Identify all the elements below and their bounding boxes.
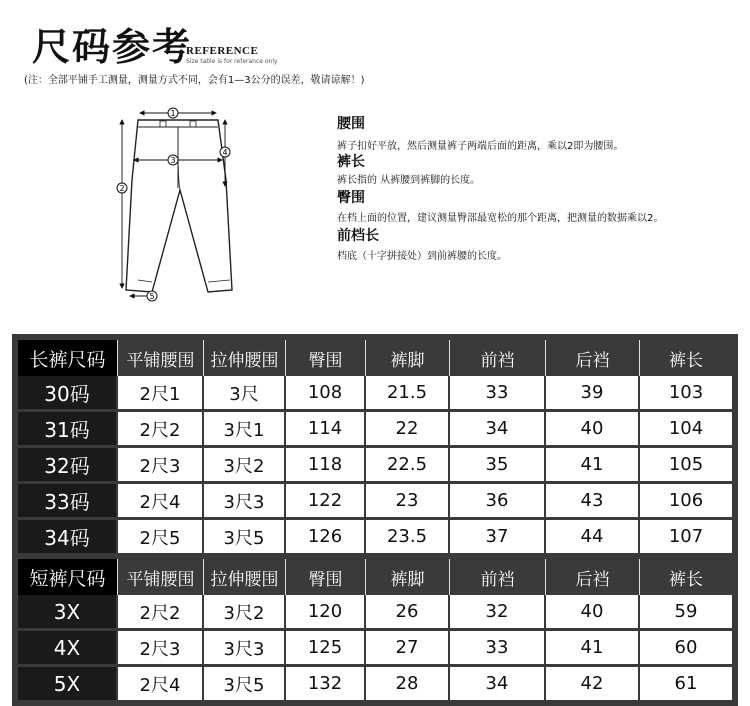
size-cell: 31码 (18, 412, 118, 448)
table-row (18, 448, 732, 484)
legend-heading-length: 裤长 (337, 154, 365, 170)
size-cell: 5X (18, 667, 118, 700)
table-cell: 106 (640, 484, 732, 520)
legend-text-hip: 在档上面的位置，建议测量臀部最宽松的那个距离，把测量的数据乘以2。 (337, 213, 664, 224)
table-cell: 40 (546, 595, 640, 631)
table-cell: 2尺5 (118, 520, 204, 553)
table-cell: 114 (286, 412, 366, 448)
reference-subtitle: Size table is for referance only (186, 58, 278, 65)
table-cell: 3尺1 (204, 412, 286, 448)
table-cell: 35 (450, 448, 546, 484)
table-cell: 23.5 (366, 520, 450, 553)
table-row (18, 631, 732, 667)
table-cell: 126 (286, 520, 366, 553)
table-cell: 44 (546, 520, 640, 553)
col-header: 拉伸腰围 (204, 559, 286, 595)
legend-heading-waist: 腰围 (337, 116, 365, 132)
table-cell: 2尺2 (118, 412, 204, 448)
marker-5-label: 5 (149, 292, 155, 301)
long-pants-size-table (12, 334, 738, 559)
table-row (18, 520, 732, 553)
table-cell: 3尺3 (204, 631, 286, 667)
table-cell: 61 (640, 667, 732, 700)
table-cell: 43 (546, 484, 640, 520)
col-header: 裤脚 (366, 340, 450, 376)
table-cell: 132 (286, 667, 366, 700)
col-header: 平铺腰围 (118, 559, 204, 595)
shorts-size-table (12, 553, 738, 706)
table-row (18, 376, 732, 412)
size-cell: 34码 (18, 520, 118, 553)
table-cell: 3尺2 (204, 448, 286, 484)
col-header: 短裤尺码 (18, 559, 118, 595)
col-header: 臀围 (286, 559, 366, 595)
table-cell: 34 (450, 667, 546, 700)
legend-text-waist: 裤子扣好平放，然后测量裤子两端后面的距离，乘以2即为腰围。 (337, 141, 624, 152)
table-cell: 120 (286, 595, 366, 631)
table-cell: 59 (640, 595, 732, 631)
table-cell: 36 (450, 484, 546, 520)
legend-heading-hip: 臀围 (337, 190, 365, 206)
table-cell: 27 (366, 631, 450, 667)
table-cell: 39 (546, 376, 640, 412)
size-cell: 4X (18, 631, 118, 667)
table-cell: 105 (640, 448, 732, 484)
col-header: 后裆 (546, 340, 640, 376)
table-cell: 21.5 (366, 376, 450, 412)
table-cell: 41 (546, 448, 640, 484)
size-cell: 3X (18, 595, 118, 631)
table-cell: 2尺4 (118, 667, 204, 700)
table-cell: 104 (640, 412, 732, 448)
size-cell: 30码 (18, 376, 118, 412)
size-cell: 33码 (18, 484, 118, 520)
shorts-table-header (18, 559, 732, 595)
col-header: 前裆 (450, 559, 546, 595)
col-header: 裤长 (640, 340, 732, 376)
table-cell: 33 (450, 631, 546, 667)
table-cell: 2尺3 (118, 448, 204, 484)
size-cell: 32码 (18, 448, 118, 484)
table-cell: 3尺5 (204, 520, 286, 553)
marker-4-label: 4 (222, 148, 228, 157)
table-cell: 107 (640, 520, 732, 553)
table-cell: 122 (286, 484, 366, 520)
long-table-header (18, 340, 732, 376)
legend-heading-front-rise: 前档长 (337, 228, 379, 244)
table-row (18, 412, 732, 448)
col-header: 裤脚 (366, 559, 450, 595)
col-header: 后裆 (546, 559, 640, 595)
page-title: 尺码参考 (32, 24, 193, 69)
table-cell: 22 (366, 412, 450, 448)
table-cell: 2尺1 (118, 376, 204, 412)
table-cell: 40 (546, 412, 640, 448)
legend-text-front-rise: 档底（十字拼接处）到前裤腰的长度。 (337, 251, 507, 262)
table-cell: 2尺2 (118, 595, 204, 631)
table-cell: 41 (546, 631, 640, 667)
marker-3-label: 3 (170, 156, 176, 165)
table-cell: 3尺5 (204, 667, 286, 700)
col-header: 拉伸腰围 (204, 340, 286, 376)
table-cell: 125 (286, 631, 366, 667)
table-cell: 108 (286, 376, 366, 412)
table-cell: 118 (286, 448, 366, 484)
table-cell: 32 (450, 595, 546, 631)
table-cell: 22.5 (366, 448, 450, 484)
col-header: 裤长 (640, 559, 732, 595)
table-cell: 26 (366, 595, 450, 631)
marker-1-label: 1 (170, 109, 176, 118)
table-cell: 103 (640, 376, 732, 412)
table-cell: 2尺4 (118, 484, 204, 520)
marker-2-label: 2 (119, 184, 125, 193)
table-cell: 3尺 (204, 376, 286, 412)
pants-diagram (108, 100, 248, 305)
table-cell: 3尺3 (204, 484, 286, 520)
table-cell: 60 (640, 631, 732, 667)
table-cell: 23 (366, 484, 450, 520)
table-cell: 37 (450, 520, 546, 553)
table-cell: 33 (450, 376, 546, 412)
reference-label: REFERENCE (186, 45, 259, 57)
measurement-note: (注：全部平铺手工测量，测量方式不同，会有1—3公分的误差，敬请谅解！) (24, 75, 365, 86)
table-row (18, 667, 732, 700)
col-header: 平铺腰围 (118, 340, 204, 376)
table-cell: 28 (366, 667, 450, 700)
col-header: 前裆 (450, 340, 546, 376)
table-row (18, 595, 732, 631)
legend-text-length: 裤长指的 从裤腰到裤脚的长度。 (337, 175, 481, 186)
col-header: 臀围 (286, 340, 366, 376)
table-row (18, 484, 732, 520)
table-cell: 2尺3 (118, 631, 204, 667)
table-cell: 34 (450, 412, 546, 448)
col-header: 长裤尺码 (18, 340, 118, 376)
table-cell: 42 (546, 667, 640, 700)
table-cell: 3尺2 (204, 595, 286, 631)
